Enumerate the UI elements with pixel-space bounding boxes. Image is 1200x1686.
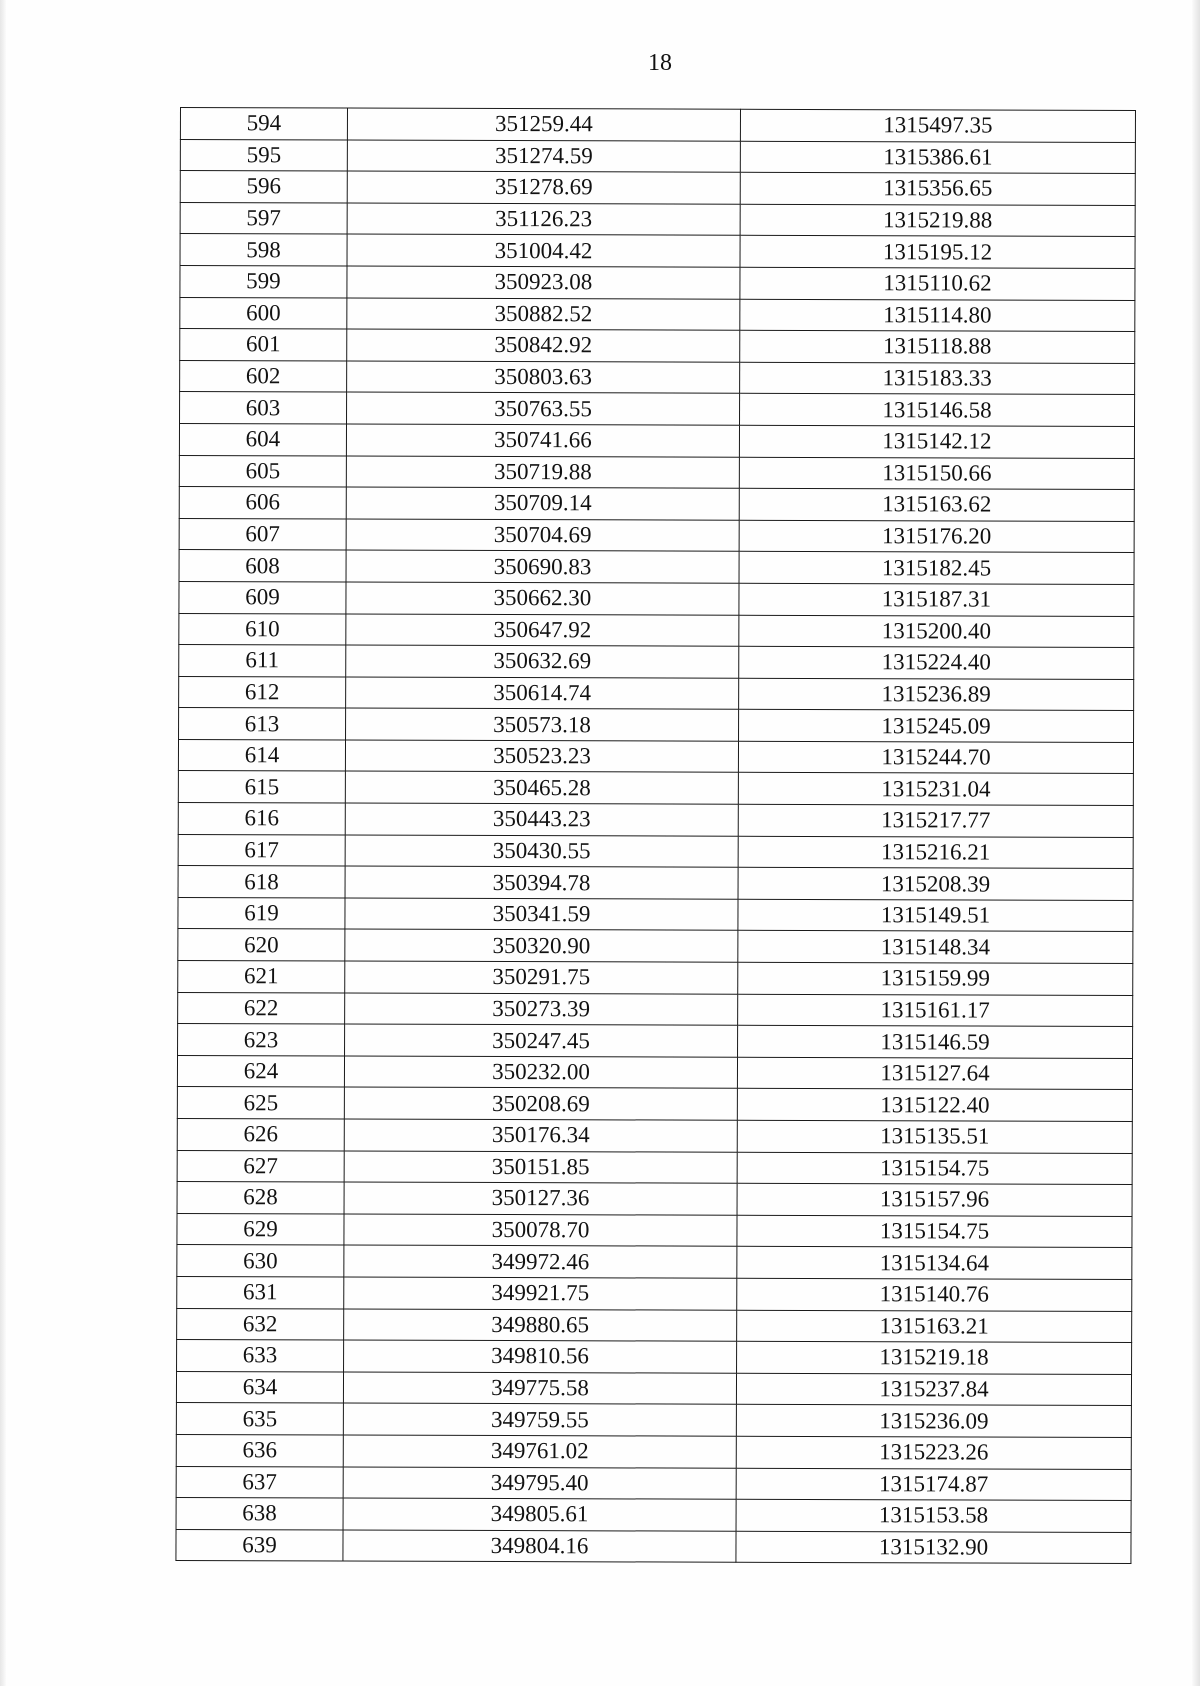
x-coordinate-cell: 349805.61 [343, 1498, 736, 1531]
table-row [177, 1182, 1132, 1217]
table-row [179, 487, 1134, 522]
table-row [177, 1118, 1132, 1153]
x-coordinate-cell: 350443.23 [345, 803, 738, 836]
x-coordinate-cell: 349795.40 [343, 1467, 736, 1500]
table-row [179, 708, 1134, 743]
x-coordinate-cell: 349810.56 [344, 1340, 737, 1373]
x-coordinate-cell: 350763.55 [347, 392, 740, 425]
y-coordinate-cell: 1315163.21 [737, 1310, 1132, 1343]
point-number-cell: 630 [177, 1245, 344, 1277]
y-coordinate-cell: 1315183.33 [740, 362, 1135, 395]
page-number: 18 [648, 50, 672, 76]
x-coordinate-cell: 350523.23 [345, 740, 738, 773]
y-coordinate-cell: 1315159.99 [738, 962, 1133, 995]
y-coordinate-cell: 1315356.65 [740, 172, 1135, 205]
x-coordinate-cell: 350647.92 [346, 614, 739, 647]
point-number-cell: 611 [179, 645, 346, 677]
x-coordinate-cell: 349775.58 [343, 1372, 736, 1405]
y-coordinate-cell: 1315153.58 [736, 1499, 1131, 1532]
table-row [179, 455, 1134, 490]
y-coordinate-cell: 1315219.88 [740, 204, 1135, 237]
x-coordinate-cell: 350704.69 [346, 519, 739, 552]
y-coordinate-cell: 1315161.17 [738, 994, 1133, 1027]
x-coordinate-cell: 350430.55 [345, 835, 738, 868]
table-row [176, 1403, 1131, 1438]
y-coordinate-cell: 1315217.77 [738, 804, 1133, 837]
y-coordinate-cell: 1315150.66 [739, 457, 1134, 490]
point-number-cell: 612 [179, 676, 346, 708]
point-number-cell: 599 [180, 265, 347, 297]
x-coordinate-cell: 350291.75 [345, 961, 738, 994]
x-coordinate-cell: 350803.63 [347, 361, 740, 394]
point-number-cell: 596 [180, 171, 347, 203]
y-coordinate-cell: 1315135.51 [737, 1120, 1132, 1153]
coordinate-table-body [176, 108, 1136, 1564]
point-number-cell: 597 [180, 202, 347, 234]
table-row [176, 1434, 1131, 1469]
table-row [178, 866, 1133, 901]
point-number-cell: 617 [178, 834, 345, 866]
y-coordinate-cell: 1315236.09 [736, 1405, 1131, 1438]
y-coordinate-cell: 1315149.51 [738, 899, 1133, 932]
point-number-cell: 610 [179, 613, 346, 645]
point-number-cell: 613 [179, 708, 346, 740]
x-coordinate-cell: 350320.90 [345, 929, 738, 962]
table-row [180, 139, 1135, 174]
table-row [178, 739, 1133, 774]
x-coordinate-cell: 351004.42 [347, 234, 740, 267]
table-row [180, 202, 1135, 237]
x-coordinate-cell: 350842.92 [347, 329, 740, 362]
y-coordinate-cell: 1315118.88 [740, 330, 1135, 363]
table-row [176, 1498, 1131, 1533]
y-coordinate-cell: 1315148.34 [738, 931, 1133, 964]
point-number-cell: 605 [179, 455, 346, 487]
point-number-cell: 616 [178, 803, 345, 835]
table-row [180, 234, 1135, 269]
point-number-cell: 639 [176, 1529, 343, 1561]
table-row [180, 171, 1135, 206]
x-coordinate-cell: 349761.02 [343, 1435, 736, 1468]
x-coordinate-cell: 350232.00 [344, 1056, 737, 1089]
x-coordinate-cell: 350394.78 [345, 866, 738, 899]
y-coordinate-cell: 1315127.64 [737, 1057, 1132, 1090]
point-number-cell: 623 [178, 1024, 345, 1056]
point-number-cell: 598 [180, 234, 347, 266]
x-coordinate-cell: 350923.08 [347, 266, 740, 299]
y-coordinate-cell: 1315142.12 [739, 425, 1134, 458]
table-row [179, 676, 1134, 711]
point-number-cell: 624 [177, 1055, 344, 1087]
scan-edge-right [1192, 0, 1200, 1686]
table-row [178, 834, 1133, 869]
x-coordinate-cell: 349804.16 [343, 1530, 736, 1563]
y-coordinate-cell: 1315497.35 [740, 109, 1135, 142]
x-coordinate-cell: 350690.83 [346, 550, 739, 583]
point-number-cell: 608 [179, 550, 346, 582]
table-row [176, 1371, 1131, 1406]
x-coordinate-cell: 349880.65 [344, 1309, 737, 1342]
y-coordinate-cell: 1315157.96 [737, 1183, 1132, 1216]
point-number-cell: 638 [176, 1498, 343, 1530]
x-coordinate-cell: 350719.88 [346, 456, 739, 489]
point-number-cell: 615 [178, 771, 345, 803]
coordinate-table-container [175, 107, 1132, 1564]
table-row [180, 329, 1135, 364]
x-coordinate-cell: 351274.59 [347, 140, 740, 173]
table-row [180, 297, 1135, 332]
point-number-cell: 600 [180, 297, 347, 329]
point-number-cell: 606 [179, 487, 346, 519]
point-number-cell: 604 [179, 423, 346, 455]
y-coordinate-cell: 1315132.90 [736, 1531, 1131, 1564]
point-number-cell: 601 [180, 329, 347, 361]
table-row [179, 550, 1134, 585]
x-coordinate-cell: 350341.59 [345, 898, 738, 931]
y-coordinate-cell: 1315182.45 [739, 552, 1134, 585]
x-coordinate-cell: 350176.34 [344, 1119, 737, 1152]
point-number-cell: 633 [177, 1340, 344, 1372]
point-number-cell: 609 [179, 581, 346, 613]
table-row [178, 929, 1133, 964]
y-coordinate-cell: 1315245.09 [739, 710, 1134, 743]
table-row [180, 360, 1135, 395]
point-number-cell: 635 [176, 1403, 343, 1435]
table-row [177, 1213, 1132, 1248]
point-number-cell: 595 [180, 139, 347, 171]
x-coordinate-cell: 350465.28 [345, 771, 738, 804]
y-coordinate-cell: 1315146.58 [740, 394, 1135, 427]
point-number-cell: 636 [176, 1434, 343, 1466]
scan-edge-left [0, 0, 6, 1686]
y-coordinate-cell: 1315223.26 [736, 1436, 1131, 1469]
y-coordinate-cell: 1315134.64 [737, 1247, 1132, 1280]
table-row [178, 1024, 1133, 1059]
point-number-cell: 620 [178, 929, 345, 961]
point-number-cell: 618 [178, 866, 345, 898]
y-coordinate-cell: 1315231.04 [738, 773, 1133, 806]
table-row [177, 1245, 1132, 1280]
point-number-cell: 632 [177, 1308, 344, 1340]
y-coordinate-cell: 1315216.21 [738, 836, 1133, 869]
y-coordinate-cell: 1315154.75 [737, 1152, 1132, 1185]
x-coordinate-cell: 351259.44 [347, 108, 740, 141]
table-row [179, 423, 1134, 458]
table-row [179, 581, 1134, 616]
y-coordinate-cell: 1315219.18 [737, 1341, 1132, 1374]
x-coordinate-cell: 350573.18 [346, 708, 739, 741]
table-row [179, 518, 1134, 553]
y-coordinate-cell: 1315122.40 [737, 1089, 1132, 1122]
point-number-cell: 631 [177, 1276, 344, 1308]
table-row [177, 1150, 1132, 1185]
point-number-cell: 602 [180, 360, 347, 392]
table-row [180, 265, 1135, 300]
table-row [178, 771, 1133, 806]
table-row [177, 1340, 1132, 1375]
point-number-cell: 625 [177, 1087, 344, 1119]
table-row [178, 897, 1133, 932]
y-coordinate-cell: 1315154.75 [737, 1215, 1132, 1248]
point-number-cell: 621 [178, 961, 345, 993]
y-coordinate-cell: 1315110.62 [740, 267, 1135, 300]
y-coordinate-cell: 1315140.76 [737, 1278, 1132, 1311]
y-coordinate-cell: 1315386.61 [740, 141, 1135, 174]
y-coordinate-cell: 1315195.12 [740, 236, 1135, 269]
point-number-cell: 637 [176, 1466, 343, 1498]
table-row [178, 992, 1133, 1027]
point-number-cell: 626 [177, 1118, 344, 1150]
x-coordinate-cell: 351278.69 [347, 171, 740, 204]
x-coordinate-cell: 350709.14 [346, 487, 739, 520]
point-number-cell: 627 [177, 1150, 344, 1182]
point-number-cell: 628 [177, 1182, 344, 1214]
table-row [178, 803, 1133, 838]
x-coordinate-cell: 350614.74 [346, 677, 739, 710]
y-coordinate-cell: 1315237.84 [736, 1373, 1131, 1406]
x-coordinate-cell: 350741.66 [346, 424, 739, 457]
x-coordinate-cell: 350632.69 [346, 645, 739, 678]
table-row [177, 1087, 1132, 1122]
x-coordinate-cell: 350662.30 [346, 582, 739, 615]
x-coordinate-cell: 350273.39 [345, 993, 738, 1026]
y-coordinate-cell: 1315244.70 [738, 741, 1133, 774]
point-number-cell: 619 [178, 897, 345, 929]
table-row [177, 1308, 1132, 1343]
point-number-cell: 594 [180, 108, 347, 140]
y-coordinate-cell: 1315114.80 [740, 299, 1135, 332]
table-row [180, 108, 1135, 143]
table-row [179, 645, 1134, 680]
y-coordinate-cell: 1315176.20 [739, 520, 1134, 553]
x-coordinate-cell: 349972.46 [344, 1245, 737, 1278]
x-coordinate-cell: 350151.85 [344, 1151, 737, 1184]
point-number-cell: 634 [176, 1371, 343, 1403]
x-coordinate-cell: 350127.36 [344, 1182, 737, 1215]
point-number-cell: 622 [178, 992, 345, 1024]
table-row [176, 1466, 1131, 1501]
y-coordinate-cell: 1315224.40 [739, 646, 1134, 679]
coordinate-table [175, 107, 1136, 1564]
x-coordinate-cell: 350208.69 [344, 1087, 737, 1120]
y-coordinate-cell: 1315174.87 [736, 1468, 1131, 1501]
x-coordinate-cell: 350247.45 [345, 1024, 738, 1057]
y-coordinate-cell: 1315146.59 [738, 1025, 1133, 1058]
table-row [178, 961, 1133, 996]
x-coordinate-cell: 350882.52 [347, 298, 740, 331]
table-row [177, 1055, 1132, 1090]
x-coordinate-cell: 350078.70 [344, 1214, 737, 1247]
table-row [177, 1276, 1132, 1311]
table-row [180, 392, 1135, 427]
table-row [179, 613, 1134, 648]
y-coordinate-cell: 1315200.40 [739, 615, 1134, 648]
x-coordinate-cell: 349759.55 [343, 1403, 736, 1436]
y-coordinate-cell: 1315208.39 [738, 868, 1133, 901]
y-coordinate-cell: 1315163.62 [739, 488, 1134, 521]
point-number-cell: 614 [178, 739, 345, 771]
y-coordinate-cell: 1315187.31 [739, 583, 1134, 616]
y-coordinate-cell: 1315236.89 [739, 678, 1134, 711]
table-row [176, 1529, 1131, 1564]
x-coordinate-cell: 351126.23 [347, 203, 740, 236]
point-number-cell: 607 [179, 518, 346, 550]
x-coordinate-cell: 349921.75 [344, 1277, 737, 1310]
point-number-cell: 603 [180, 392, 347, 424]
point-number-cell: 629 [177, 1213, 344, 1245]
